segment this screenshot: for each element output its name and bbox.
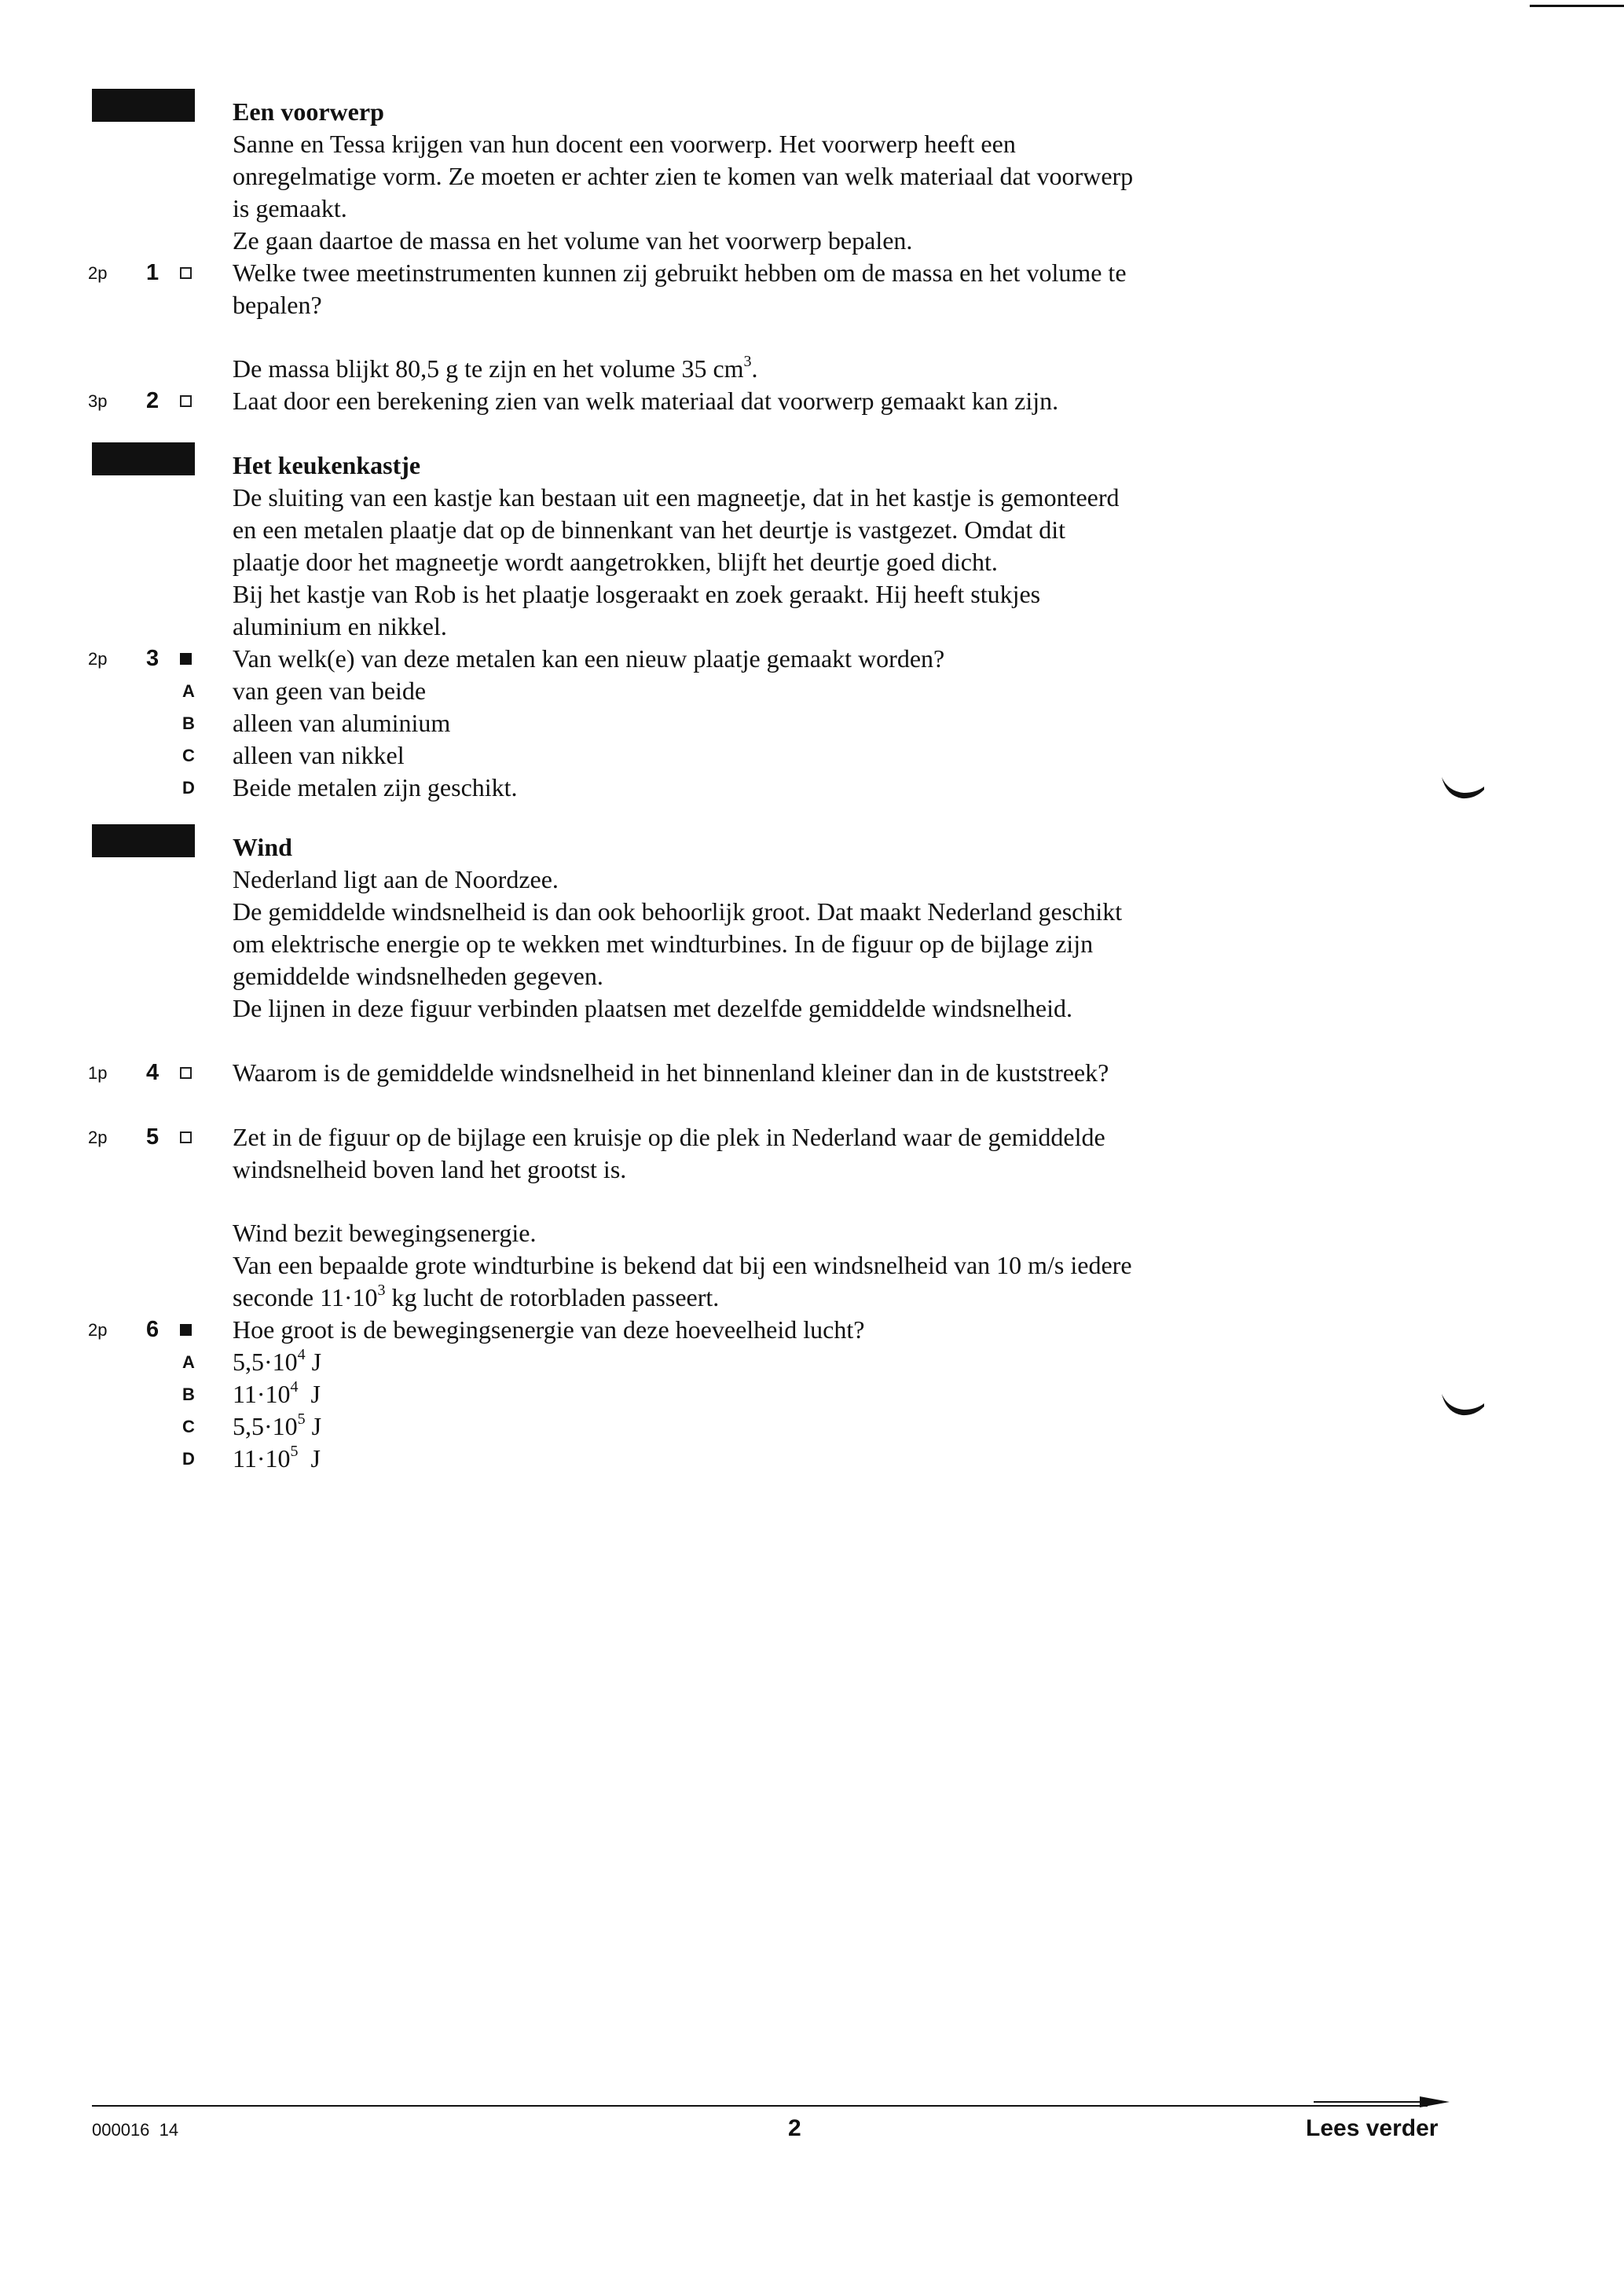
text-line: De lijnen in deze figuur verbinden plaatsen met dezelfde gemiddelde windsnelheid. — [233, 994, 1072, 1022]
option-letter: C — [182, 746, 195, 765]
question-points: 2p — [88, 1128, 108, 1147]
text-part: . — [751, 354, 758, 383]
text-line: plaatje door het magneetje wordt aangetrokken, blijft het deurtje goed dicht. — [233, 548, 998, 576]
text-line: Ze gaan daartoe de massa en het volume van het voorwerp bepalen. — [233, 226, 913, 255]
question-number: 3 — [146, 646, 159, 671]
question-text: Hoe groot is de bewegingsenergie van deze hoeveelheid lucht? — [233, 1315, 865, 1344]
option-unit: J — [298, 1444, 321, 1473]
option-text — [233, 1378, 321, 1410]
text-line — [233, 1282, 719, 1314]
option-letter: A — [182, 1352, 195, 1372]
scan-mark-icon — [1440, 1391, 1487, 1418]
question-text: windsnelheid boven land het grootst is. — [233, 1155, 627, 1183]
option-text — [233, 1443, 321, 1475]
top-rule — [1530, 5, 1624, 7]
question-text: Welke twee meetinstrumenten kunnen zij gebruikt hebben om de massa en het volume te — [233, 259, 1127, 287]
option-exponent: 4 — [297, 1346, 306, 1364]
text-line: aluminium en nikkel. — [233, 612, 447, 640]
superscript: 3 — [377, 1282, 386, 1300]
scan-mark-icon — [1440, 774, 1487, 801]
question-points: 2p — [88, 649, 108, 669]
text-line — [233, 353, 758, 385]
text-line: gemiddelde windsnelheden gegeven. — [233, 962, 603, 990]
open-question-icon — [180, 395, 192, 407]
open-question-icon — [180, 1131, 192, 1143]
question-points: 1p — [88, 1063, 108, 1083]
option-unit: J — [298, 1380, 321, 1408]
section-marker — [92, 824, 195, 857]
option-letter: D — [182, 778, 195, 798]
text-line: De gemiddelde windsnelheid is dan ook behoorlijk groot. Dat maakt Nederland geschikt — [233, 897, 1123, 926]
question-number: 1 — [146, 260, 159, 285]
page-number: 2 — [788, 2115, 801, 2141]
text-part: seconde 11·10 — [233, 1283, 378, 1311]
text-line: Wind bezit bewegingsenergie. — [233, 1219, 537, 1247]
text-line: onregelmatige vorm. Ze moeten er achter zien te komen van welk materiaal dat voorwerp — [233, 162, 1134, 190]
question-number: 6 — [146, 1317, 159, 1342]
option-letter: D — [182, 1449, 195, 1469]
text-line: Van een bepaalde grote windturbine is bekend dat bij een windsnelheid van 10 m/s iedere — [233, 1251, 1132, 1279]
section-title: Wind — [233, 833, 292, 861]
next-page-link[interactable]: Lees verder — [1306, 2115, 1439, 2141]
option-exponent: 4 — [290, 1378, 299, 1396]
section-marker — [92, 442, 195, 475]
question-points: 3p — [88, 391, 108, 411]
option-unit: J — [305, 1412, 322, 1440]
option-unit: J — [305, 1348, 322, 1376]
option-base: 11·10 — [233, 1380, 291, 1408]
option-exponent: 5 — [290, 1443, 299, 1461]
section-title: Het keukenkastje — [233, 451, 421, 479]
text-line: en een metalen plaatje dat op de binnenkant van het deurtje is vastgezet. Omdat dit — [233, 515, 1066, 544]
multiple-choice-icon — [180, 653, 192, 665]
open-question-icon — [180, 267, 192, 279]
text-part: De massa blijkt 80,5 g te zijn en het volume 35 cm — [233, 354, 744, 383]
section-marker — [92, 89, 195, 122]
option-base: 5,5·10 — [233, 1412, 298, 1440]
footer-code: 000016 14 — [92, 2120, 179, 2140]
superscript: 3 — [743, 353, 752, 371]
option-text: alleen van aluminium — [233, 709, 451, 737]
option-text: van geen van beide — [233, 677, 427, 705]
option-base: 5,5·10 — [233, 1348, 298, 1376]
multiple-choice-icon — [180, 1324, 192, 1336]
open-question-icon — [180, 1067, 192, 1079]
question-text: Zet in de figuur op de bijlage een kruisje op die plek in Nederland waar de gemiddelde — [233, 1123, 1105, 1151]
section-title: Een voorwerp — [233, 97, 384, 126]
question-text: Waarom is de gemiddelde windsnelheid in het binnenland kleiner dan in de kuststreek? — [233, 1058, 1109, 1087]
option-text: alleen van nikkel — [233, 741, 405, 769]
text-line: is gemaakt. — [233, 194, 347, 222]
question-points: 2p — [88, 1320, 108, 1340]
option-text — [233, 1346, 321, 1378]
text-line: Bij het kastje van Rob is het plaatje losgeraakt en zoek geraakt. Hij heeft stukjes — [233, 580, 1041, 608]
question-number: 5 — [146, 1124, 159, 1150]
question-text: Laat door een berekening zien van welk materiaal dat voorwerp gemaakt kan zijn. — [233, 387, 1059, 415]
question-number: 4 — [146, 1060, 159, 1085]
text-line: Nederland ligt aan de Noordzee. — [233, 865, 559, 893]
text-line: Sanne en Tessa krijgen van hun docent een voorwerp. Het voorwerp heeft een — [233, 130, 1016, 158]
text-line: De sluiting van een kastje kan bestaan uit een magneetje, dat in het kastje is gemonteerd — [233, 483, 1120, 512]
question-text: Van welk(e) van deze metalen kan een nieuw plaatje gemaakt worden? — [233, 644, 945, 673]
option-exponent: 5 — [297, 1410, 306, 1429]
option-base: 11·10 — [233, 1444, 291, 1473]
question-text: bepalen? — [233, 291, 322, 319]
question-points: 2p — [88, 263, 108, 283]
option-letter: A — [182, 681, 195, 701]
text-part: kg lucht de rotorbladen passeert. — [385, 1283, 720, 1311]
option-text — [233, 1410, 321, 1443]
option-letter: B — [182, 1385, 195, 1404]
text-line: om elektrische energie op te wekken met windturbines. In de figuur op de bijlage zijn — [233, 930, 1094, 958]
option-letter: C — [182, 1417, 195, 1436]
option-text: Beide metalen zijn geschikt. — [233, 773, 518, 801]
option-letter: B — [182, 713, 195, 733]
question-number: 2 — [146, 388, 159, 413]
footer-arrow-line — [92, 2093, 1451, 2111]
